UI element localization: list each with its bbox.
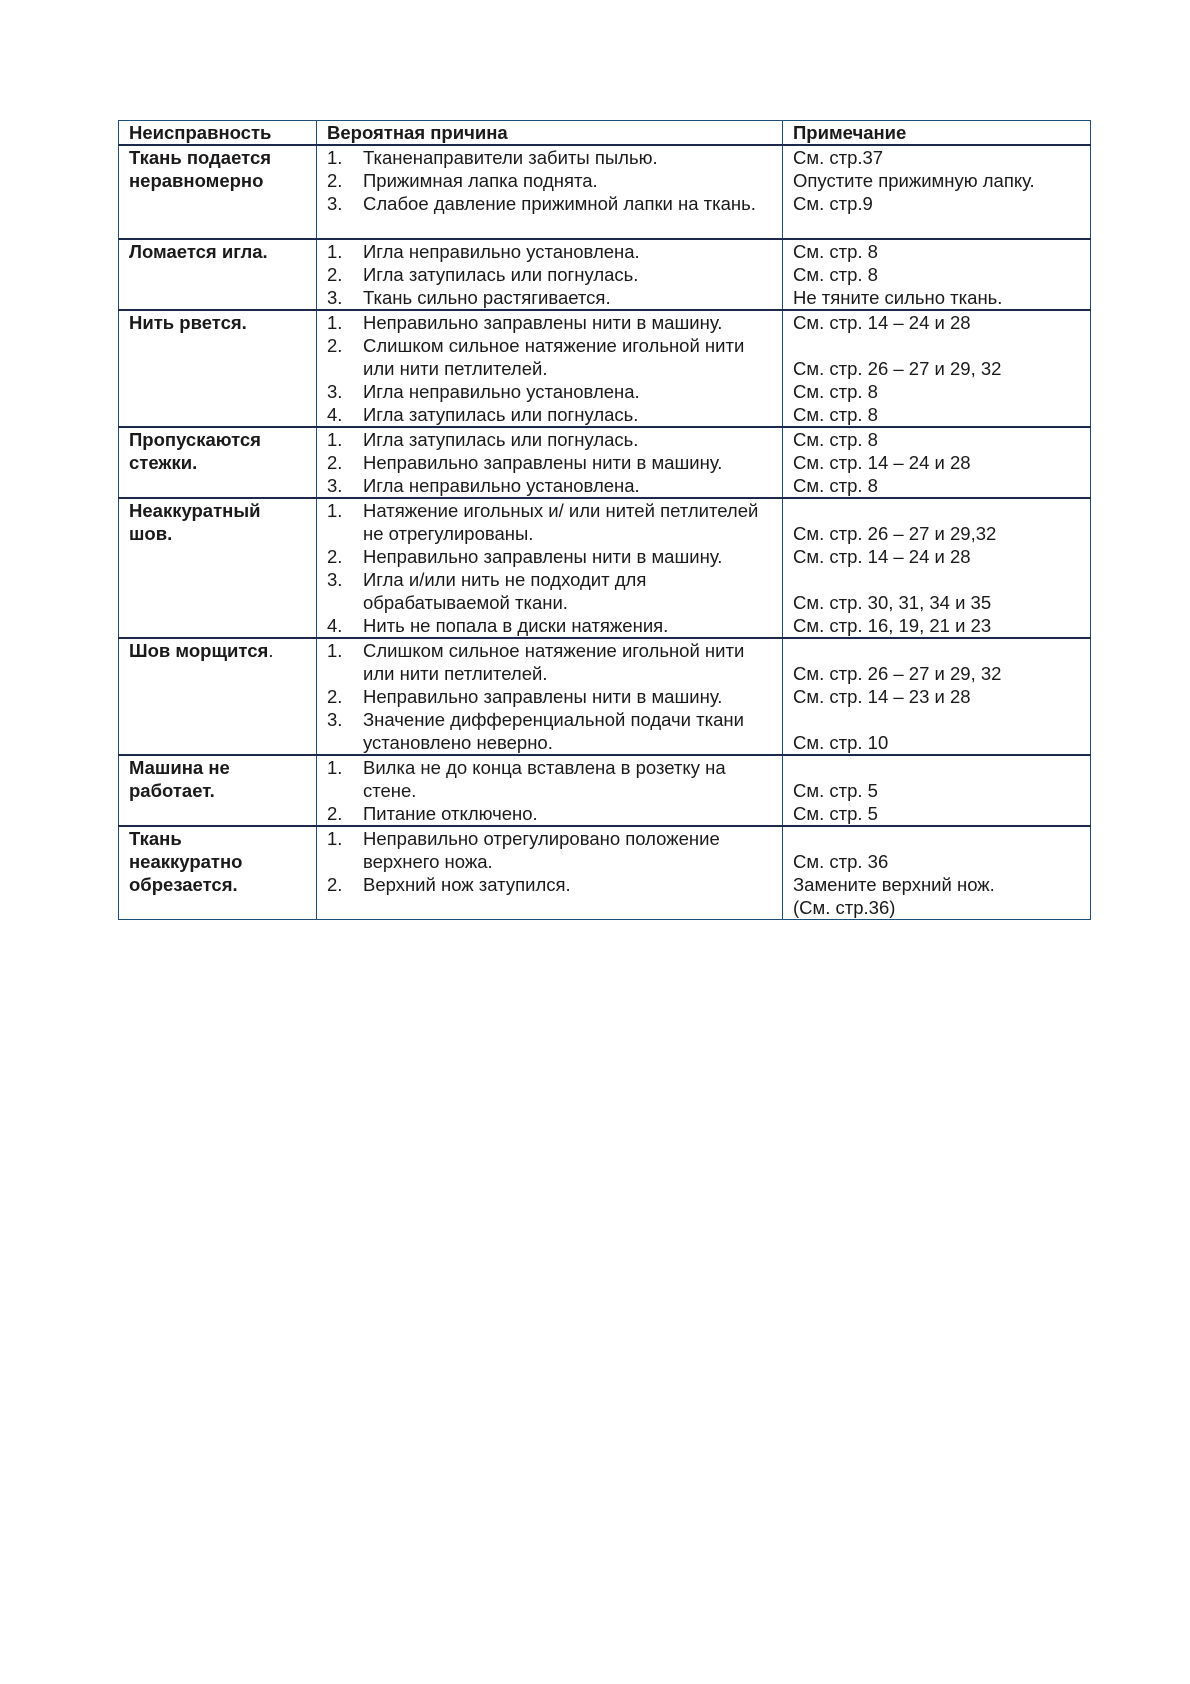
cause-item [327,380,772,403]
cause-item [327,334,772,380]
fault-cell [119,239,317,310]
cause-text: Ткань сильно растягивается. [363,287,611,308]
note-cell [783,145,1091,239]
cause-text: Питание отключено. [363,803,538,824]
cause-item [327,263,772,286]
note-line: См. стр. 14 – 24 и 28 [793,452,971,473]
fault-text: Машина не работает. [129,757,230,801]
note-cell [783,826,1091,920]
cause-number: 2. [327,452,343,473]
cause-cell [317,427,783,498]
cause-text: Неправильно заправлены нити в машину. [363,546,723,567]
note-cell [783,239,1091,310]
cause-text: Нить не попала в диски натяжения. [363,615,669,636]
fault-text: Ткань неаккуратно обрезается. [129,828,243,895]
cause-number: 2. [327,264,343,285]
cause-number: 1. [327,757,343,778]
cause-text: Игла затупилась или погнулась. [363,429,639,450]
cause-text: Прижимная лапка поднята. [363,170,598,191]
note-line [793,215,1080,238]
note-line: См. стр. 8 [793,404,878,425]
cause-item [327,756,772,802]
cause-item [327,802,772,825]
note-line: См. стр. 14 – 23 и 28 [793,686,971,707]
note-line: (См. стр.36) [793,897,896,918]
cause-number: 3. [327,381,343,402]
troubleshooting-table [118,120,1091,920]
note-line: Замените верхний нож. [793,874,995,895]
note-line: См. стр. 5 [793,780,878,801]
cause-text: Неправильно заправлены нити в машину. [363,686,723,707]
note-line [793,568,1080,591]
note-line: См. стр.9 [793,193,873,214]
cause-item [327,685,772,708]
cause-number: 1. [327,640,343,661]
note-cell [783,427,1091,498]
note-line: Опустите прижимную лапку. [793,170,1035,191]
cause-item [327,311,772,334]
cause-item [327,403,772,426]
table-row [119,145,1091,239]
cause-item [327,169,772,192]
cause-text: Игла неправильно установлена. [363,241,640,262]
cause-text: Игла и/или нить не подходит для обрабатываемой ткани. [363,569,647,613]
cause-text: Неправильно заправлены нити в машину. [363,452,723,473]
cause-item [327,428,772,451]
fault-cell [119,826,317,920]
note-line: См. стр. 14 – 24 и 28 [793,546,971,567]
fault-cell [119,427,317,498]
cause-number: 2. [327,874,343,895]
cause-cell [317,145,783,239]
fault-cell [119,310,317,427]
note-line [793,334,1080,357]
fault-cell [119,638,317,755]
cause-text: Неправильно отрегулировано положение верхнего ножа. [363,828,720,872]
cause-text: Слишком сильное натяжение игольной нити или нити петлителей. [363,640,745,684]
note-line [793,756,1080,779]
cause-text: Игла затупилась или погнулась. [363,264,639,285]
table-row [119,755,1091,826]
table-header-row [119,121,1091,146]
cause-cell [317,826,783,920]
header-note: Примечание [783,121,1091,146]
cause-cell [317,638,783,755]
fault-cell [119,498,317,638]
fault-text: Ломается игла. [129,241,268,262]
header-fault: Неисправность [119,121,317,146]
cause-number: 1. [327,828,343,849]
table-row [119,826,1091,920]
cause-text: Значение дифференциальной подачи ткани установлено неверно. [363,709,744,753]
note-cell [783,755,1091,826]
note-line: См. стр. 26 – 27 и 29,32 [793,523,997,544]
cause-number: 2. [327,170,343,191]
cause-number: 1. [327,500,343,521]
note-cell [783,310,1091,427]
fault-text: Ткань подается неравномерно [129,147,272,191]
note-line: См. стр. 8 [793,429,878,450]
note-line: Не тяните сильно ткань. [793,287,1003,308]
note-line: См. стр. 16, 19, 21 и 23 [793,615,992,636]
cause-number: 3. [327,569,343,590]
cause-number: 1. [327,241,343,262]
cause-text: Неправильно заправлены нити в машину. [363,312,723,333]
cause-text: Игла неправильно установлена. [363,475,640,496]
cause-number: 1. [327,312,343,333]
cause-item [327,286,772,309]
cause-number: 2. [327,686,343,707]
table-row [119,498,1091,638]
note-line: См. стр. 8 [793,381,878,402]
cause-text: Игла неправильно установлена. [363,381,640,402]
note-line: См. стр. 5 [793,803,878,824]
cause-item [327,873,772,896]
cause-cell [317,310,783,427]
table-row [119,427,1091,498]
fault-text: Нить рвется. [129,312,247,333]
cause-item [327,474,772,497]
fault-cell [119,145,317,239]
table-row [119,310,1091,427]
cause-number: 2. [327,803,343,824]
note-line: См. стр. 30, 31, 34 и 35 [793,592,992,613]
cause-number: 1. [327,429,343,450]
cause-item [327,568,772,614]
note-line: См. стр. 8 [793,264,878,285]
cause-item [327,146,772,169]
note-line [793,639,1080,662]
cause-cell [317,239,783,310]
cause-item [327,614,772,637]
cause-number: 3. [327,475,343,496]
note-line [793,708,1080,731]
cause-cell [317,755,783,826]
cause-text: Натяжение игольных и/ или нитей петлителей не отрегулированы. [363,500,759,544]
cause-item [327,708,772,754]
note-line: См. стр.37 [793,147,884,168]
cause-number: 3. [327,193,343,214]
cause-text: Верхний нож затупился. [363,874,571,895]
cause-item [327,192,772,215]
cause-item [327,639,772,685]
table-row [119,239,1091,310]
cause-item [327,240,772,263]
cause-number: 4. [327,404,343,425]
note-cell [783,638,1091,755]
cause-number: 2. [327,546,343,567]
note-line: См. стр. 10 [793,732,889,753]
note-line: См. стр. 8 [793,475,878,496]
cause-number: 3. [327,709,343,730]
note-line: См. стр. 36 [793,851,889,872]
header-cause: Вероятная причина [317,121,783,146]
fault-text: Шов морщится [129,640,269,661]
cause-cell [317,498,783,638]
fault-text: Пропускаются стежки. [129,429,261,473]
note-line: См. стр. 8 [793,241,878,262]
note-line [793,499,1080,522]
cause-number: 2. [327,335,343,356]
fault-suffix: . [268,640,274,661]
cause-item [327,827,772,873]
cause-text: Вилка не до конца вставлена в розетку на стене. [363,757,726,801]
note-line [793,827,1080,850]
table-body [119,145,1091,920]
note-line: См. стр. 26 – 27 и 29, 32 [793,358,1002,379]
cause-item [327,499,772,545]
cause-text: Тканенаправители забиты пылью. [363,147,658,168]
cause-text: Слабое давление прижимной лапки на ткань. [363,193,756,214]
cause-text: Игла затупилась или погнулась. [363,404,639,425]
fault-text: Неаккуратный шов. [129,500,261,544]
note-line: См. стр. 26 – 27 и 29, 32 [793,663,1002,684]
note-line: См. стр. 14 – 24 и 28 [793,312,971,333]
note-cell [783,498,1091,638]
table-row [119,638,1091,755]
cause-item [327,545,772,568]
cause-item [327,451,772,474]
cause-number: 1. [327,147,343,168]
fault-cell [119,755,317,826]
cause-text: Слишком сильное натяжение игольной нити или нити петлителей. [363,335,745,379]
cause-number: 4. [327,615,343,636]
cause-number: 3. [327,287,343,308]
